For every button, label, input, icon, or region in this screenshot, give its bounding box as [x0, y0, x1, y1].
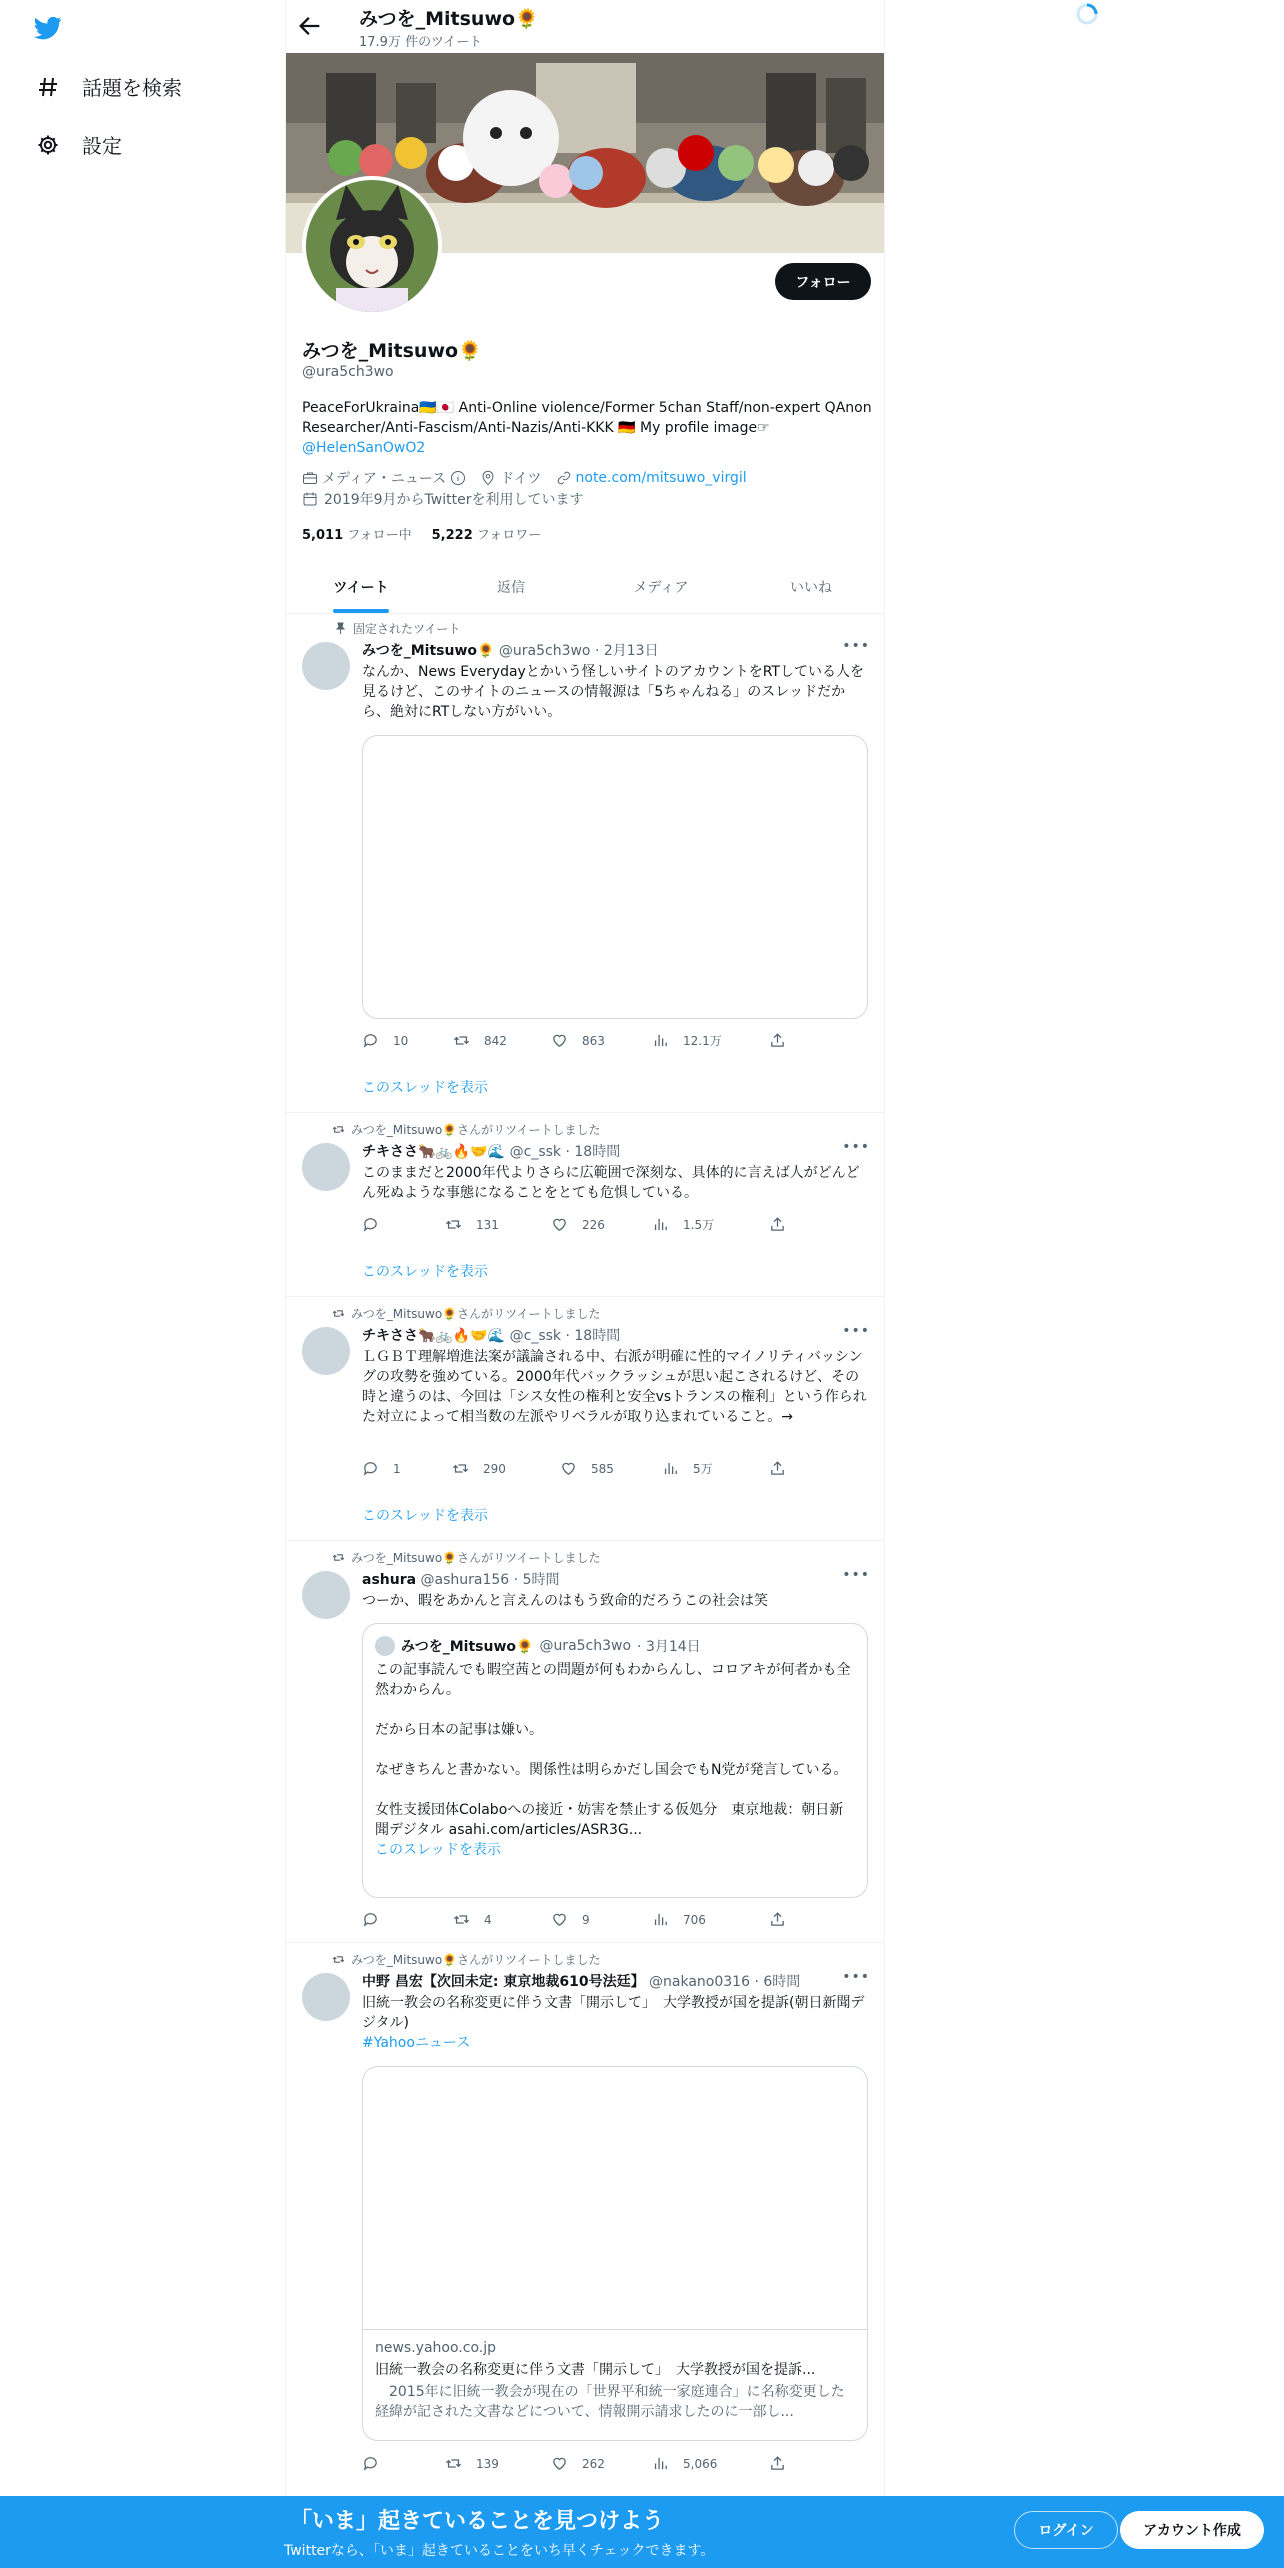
avatar[interactable]	[302, 1973, 350, 2021]
retweet-icon	[453, 1911, 470, 1928]
share-button[interactable]	[769, 1032, 786, 1049]
views-chart-icon	[652, 2455, 669, 2472]
briefcase-icon	[302, 470, 318, 486]
quoted-tweet[interactable]	[362, 1623, 868, 1898]
tweet-actions	[362, 1911, 782, 1931]
retweet-icon	[332, 1551, 345, 1564]
author-handle[interactable]: @c_ssk	[509, 1328, 562, 1344]
like-count: 863	[582, 1033, 605, 1048]
share-icon	[769, 1216, 786, 1233]
retweet-button[interactable]	[445, 1216, 499, 1233]
quoted-paragraph: だから日本の記事は嫌い。	[375, 1722, 543, 1738]
reply-icon	[362, 1032, 379, 1049]
retweet-icon	[332, 1953, 345, 1966]
share-icon	[769, 1911, 786, 1928]
pin-icon	[334, 622, 347, 635]
tweet-time[interactable]: · 18時間	[565, 1328, 621, 1344]
heart-icon	[551, 2455, 568, 2472]
tab-replies[interactable]: 返信	[497, 580, 525, 596]
like-count: 585	[591, 1461, 614, 1476]
heart-icon	[560, 1460, 577, 1477]
tweet-actions	[362, 1216, 782, 1236]
context-label: みつを_Mitsuwo🌻さんがリツイートしました	[351, 1123, 601, 1137]
like-button[interactable]	[551, 1216, 605, 1233]
tweet-actions	[362, 1460, 782, 1480]
retweet-icon	[453, 1032, 470, 1049]
avatar[interactable]	[302, 1571, 350, 1619]
views-button[interactable]	[652, 1911, 706, 1928]
tweet-time[interactable]: · 6時間	[754, 1974, 801, 1990]
quoted-tweet-header	[375, 1636, 701, 1656]
signup-banner-title: 「いま」起きていることを見つけよう	[290, 2509, 665, 2534]
show-thread-link[interactable]: このスレッドを表示	[362, 1508, 488, 1524]
tweet-header	[362, 1569, 559, 1589]
context-label: みつを_Mitsuwo🌻さんがリツイートしました	[351, 1307, 601, 1321]
link-card-title: 旧統一教会の名称変更に伴う文書「開示して」 大学教授が国を提訴...	[375, 2362, 816, 2378]
followers-label: フォロワー	[476, 528, 542, 543]
views-button[interactable]	[652, 1216, 714, 1233]
tweet-card[interactable]	[286, 1943, 885, 2496]
tweet-context	[332, 1305, 601, 1322]
reply-button[interactable]	[362, 1032, 408, 1049]
retweet-button[interactable]	[452, 1460, 506, 1477]
link-card[interactable]	[362, 2066, 868, 2441]
tweet-media-placeholder[interactable]	[362, 735, 868, 1019]
heart-icon	[551, 1216, 568, 1233]
follow-stats	[302, 524, 541, 543]
view-count: 5万	[693, 1462, 713, 1476]
more-options-icon[interactable]: •••	[842, 638, 870, 654]
reply-button[interactable]	[362, 1911, 393, 1928]
share-icon	[769, 2455, 786, 2472]
views-chart-icon	[652, 1032, 669, 1049]
retweet-count: 139	[476, 2456, 499, 2471]
retweet-icon	[445, 1216, 462, 1233]
info-icon[interactable]	[450, 470, 466, 486]
avatar[interactable]	[302, 1327, 350, 1375]
hashtag-icon	[36, 75, 60, 99]
reply-icon	[362, 1911, 379, 1928]
retweet-icon	[332, 1307, 345, 1320]
views-chart-icon	[662, 1460, 679, 1477]
follow-button[interactable]: フォロー	[775, 263, 871, 300]
quoted-author-handle: @ura5ch3wo	[539, 1638, 632, 1654]
quoted-author-name: みつを_Mitsuwo🌻	[401, 1639, 534, 1655]
author-name[interactable]: チキささ🐂🚲🔥🤝🌊	[362, 1144, 506, 1160]
tweet-time[interactable]: · 5時間	[513, 1572, 560, 1588]
link-card-image	[363, 2067, 867, 2331]
reply-button[interactable]	[362, 2455, 393, 2472]
quoted-tweet-time: · 3月14日	[637, 1639, 701, 1655]
main-column	[285, 0, 885, 2568]
tweet-context	[334, 620, 460, 637]
view-count: 12.1万	[683, 1034, 722, 1048]
following-link[interactable]	[302, 524, 412, 543]
profile-location	[480, 468, 541, 488]
author-name[interactable]: ashura	[362, 1572, 417, 1588]
views-chart-icon	[652, 1911, 669, 1928]
link-icon	[556, 470, 572, 486]
author-name[interactable]: 中野 昌宏【次回未定: 東京地裁610号法廷】	[362, 1974, 645, 1990]
profile-meta	[302, 468, 747, 488]
avatar-cat-icon	[306, 180, 438, 312]
context-label: みつを_Mitsuwo🌻さんがリツイートしました	[351, 1953, 601, 1967]
profile-avatar[interactable]	[302, 176, 442, 316]
views-chart-icon	[652, 1216, 669, 1233]
tab-tweets[interactable]: ツイート	[286, 561, 436, 613]
profile-category	[302, 468, 466, 488]
tweet-actions	[362, 2455, 782, 2475]
retweet-button[interactable]	[453, 1032, 507, 1049]
like-button[interactable]	[560, 1460, 614, 1477]
tweet-actions	[362, 1032, 782, 1052]
avatar	[375, 1636, 395, 1656]
share-button[interactable]	[769, 1460, 786, 1477]
tweet-card[interactable]	[286, 1113, 885, 1297]
like-button[interactable]	[551, 1032, 605, 1049]
more-options-icon[interactable]: •••	[842, 1567, 870, 1583]
view-count: 5,066	[683, 2456, 718, 2471]
tab-media[interactable]: メディア	[633, 580, 689, 596]
tweet-context	[332, 1951, 601, 1968]
twitter-logo-icon[interactable]	[32, 14, 64, 42]
joined-label: 2019年9月からTwitterを利用しています	[324, 492, 584, 508]
avatar[interactable]	[302, 642, 350, 690]
reply-button[interactable]	[362, 1216, 393, 1233]
retweet-button[interactable]	[445, 2455, 499, 2472]
tweet-text: つーか、暇をあかんと言えんのはもう致命的だろうこの社会は笑	[362, 1593, 768, 1609]
url-link[interactable]: note.com/mitsuwo_virgil	[575, 470, 747, 486]
tweet-time[interactable]: · 2月13日	[594, 643, 659, 659]
like-count: 262	[582, 2456, 605, 2471]
reply-button[interactable]	[362, 1460, 401, 1477]
tweet-context	[332, 1121, 601, 1138]
retweet-button[interactable]	[453, 1911, 492, 1928]
tweet-header	[362, 1141, 620, 1161]
views-button[interactable]	[662, 1460, 713, 1477]
profile-name: みつを_Mitsuwo🌻	[302, 340, 482, 362]
like-count: 9	[582, 1912, 590, 1927]
followers-link[interactable]	[432, 524, 542, 543]
profile-header	[286, 0, 885, 53]
profile-tabs	[286, 561, 885, 614]
retweet-icon	[452, 1460, 469, 1477]
tweet-card[interactable]	[286, 614, 885, 1113]
loading-spinner-icon	[1075, 2, 1099, 26]
signup-banner	[0, 2496, 1284, 2568]
sidebar-item-explore[interactable]	[36, 72, 182, 101]
back-arrow-icon[interactable]	[296, 12, 324, 40]
author-handle[interactable]: @c_ssk	[509, 1144, 562, 1160]
calendar-icon	[302, 491, 318, 507]
sidebar-item-settings[interactable]	[36, 130, 122, 159]
author-handle[interactable]: @nakano0316	[649, 1974, 750, 1990]
tweet-time[interactable]: · 18時間	[565, 1144, 621, 1160]
tweet-header	[362, 1971, 800, 1991]
views-button[interactable]	[652, 1032, 722, 1049]
author-handle[interactable]: @ashura156	[420, 1572, 510, 1588]
tab-likes[interactable]: いいね	[790, 580, 832, 596]
show-thread-link[interactable]: このスレッドを表示	[362, 1264, 488, 1280]
gear-icon	[36, 133, 60, 157]
following-count: 5,011	[302, 528, 344, 543]
quoted-paragraph: 女性支援団体Colaboへの接近・妨害を禁止する仮処分 東京地裁：朝日新聞デジタル asahi.com/articles/ASR3G...	[375, 1802, 844, 1838]
location-pin-icon	[480, 470, 496, 486]
share-icon	[769, 1460, 786, 1477]
like-button[interactable]	[551, 2455, 605, 2472]
tweet-text	[362, 1993, 872, 2053]
retweet-icon	[445, 2455, 462, 2472]
retweet-count: 4	[484, 1912, 492, 1927]
category-label: メディア・ニュース	[322, 471, 447, 487]
tweet-text: このままだと2000年代よりさらに広範囲で深刻な、具体的に言えば人がどんどん死ぬような事態になることをとても危惧している。	[362, 1165, 860, 1201]
tweet-text: なんか、News Everydayとかいう怪しいサイトのアカウントをRTしている人を見るけど、このサイトのニュースの情報源は「5ちゃんねる」のスレッドだから、絶対にRTしない方がいい。	[362, 664, 864, 720]
bio-text: PeaceForUkraina🇺🇦🇯🇵 Anti-Online violence/Former 5chan Staff/non-expert QAnon Researcher/Anti-Fascism/Anti-Nazis/Anti-KKK 🇩🇪 My profile image☞	[302, 400, 872, 436]
share-button[interactable]	[769, 2455, 786, 2472]
tweet-card[interactable]	[286, 1297, 885, 1541]
bio-mention-link[interactable]: @HelenSanOwO2	[302, 440, 426, 456]
author-name[interactable]: みつを_Mitsuwo🌻	[362, 643, 495, 659]
reply-icon	[362, 2455, 379, 2472]
tweet-header	[362, 640, 659, 660]
reply-icon	[362, 1216, 379, 1233]
show-thread-link[interactable]: このスレッドを表示	[362, 1080, 488, 1096]
retweet-count: 290	[483, 1461, 506, 1476]
link-card-domain: news.yahoo.co.jp	[375, 2340, 496, 2356]
quoted-tweet-text	[375, 1660, 857, 1860]
retweet-icon	[332, 1123, 345, 1136]
like-count: 226	[582, 1217, 605, 1232]
tweet-context	[332, 1549, 601, 1566]
followers-count: 5,222	[431, 528, 473, 543]
view-count: 706	[683, 1912, 706, 1927]
profile-bio	[302, 398, 872, 458]
quoted-paragraph: なぜきちんと書かない。関係性は明らかだし国会でもN党が発言している。	[375, 1762, 848, 1778]
author-name[interactable]: チキささ🐂🚲🔥🤝🌊	[362, 1328, 506, 1344]
share-button[interactable]	[769, 1216, 786, 1233]
retweet-count: 842	[484, 1033, 507, 1048]
sidebar	[0, 0, 285, 2568]
link-card-description: 2015年に旧統一教会が現在の「世界平和統一家庭連合」に名称変更した経緯が記された文書などについて、情報開示請求したのに一部し...	[375, 2384, 845, 2420]
profile-handle: @ura5ch3wo	[302, 364, 394, 380]
login-button[interactable]: ログイン	[1014, 2511, 1118, 2549]
context-label: 固定されたツイート	[353, 622, 461, 636]
header-tweet-count: 17.9万 件のツイート	[359, 35, 483, 50]
like-button[interactable]	[551, 1911, 590, 1928]
location-label: ドイツ	[500, 471, 542, 487]
profile-url[interactable]	[556, 470, 747, 486]
avatar[interactable]	[302, 1143, 350, 1191]
context-label: みつを_Mitsuwo🌻さんがリツイートしました	[351, 1551, 601, 1565]
link-card-footer	[363, 2329, 867, 2440]
sidebar-item-label: 話題を検索	[82, 76, 182, 100]
view-count: 1.5万	[683, 1218, 715, 1232]
more-options-icon[interactable]: •••	[842, 1139, 870, 1155]
views-button[interactable]	[652, 2455, 717, 2472]
signup-button[interactable]: アカウント作成	[1120, 2511, 1264, 2549]
following-label: フォロー中	[347, 528, 412, 543]
tweet-header	[362, 1325, 620, 1345]
author-handle[interactable]: @ura5ch3wo	[498, 643, 591, 659]
tweet-text: ＬＧＢＴ理解増進法案が議論される中、右派が明確に性的マイノリティバッシングの攻勢を強めている。2000年代バックラッシュが思い起こされるけど、その時と違うのは、今回は「シス女性の権利と安全vsトランスの権利」という作られた対立によって相当数の左派やリベラルが取り込まれていること。→	[362, 1349, 867, 1425]
tweet-card[interactable]	[286, 1541, 885, 1943]
signup-banner-subtitle: Twitterなら、「いま」起きていることをいち早くチェックできます。	[284, 2543, 715, 2559]
share-button[interactable]	[769, 1911, 786, 1928]
show-thread-link[interactable]: このスレッドを表示	[375, 1842, 501, 1858]
sidebar-item-label: 設定	[82, 134, 122, 158]
header-title: みつを_Mitsuwo🌻	[359, 8, 539, 30]
share-icon	[769, 1032, 786, 1049]
more-options-icon[interactable]: •••	[842, 1969, 870, 1985]
hashtag-link[interactable]: #Yahooニュース	[362, 2035, 471, 2051]
reply-icon	[362, 1460, 379, 1477]
heart-icon	[551, 1032, 568, 1049]
profile-joined	[302, 489, 583, 509]
reply-count: 10	[393, 1033, 409, 1048]
more-options-icon[interactable]: •••	[842, 1323, 870, 1339]
tweet-text-body: 旧統一教会の名称変更に伴う文書「開示して」 大学教授が国を提訴(朝日新聞デジタル)	[362, 1995, 865, 2031]
heart-icon	[551, 1911, 568, 1928]
reply-count: 1	[393, 1461, 401, 1476]
retweet-count: 131	[476, 1217, 499, 1232]
quoted-paragraph: この記事読んでも暇空茜との問題が何もわからんし、コロアキが何者かも全然わからん。	[375, 1662, 851, 1698]
